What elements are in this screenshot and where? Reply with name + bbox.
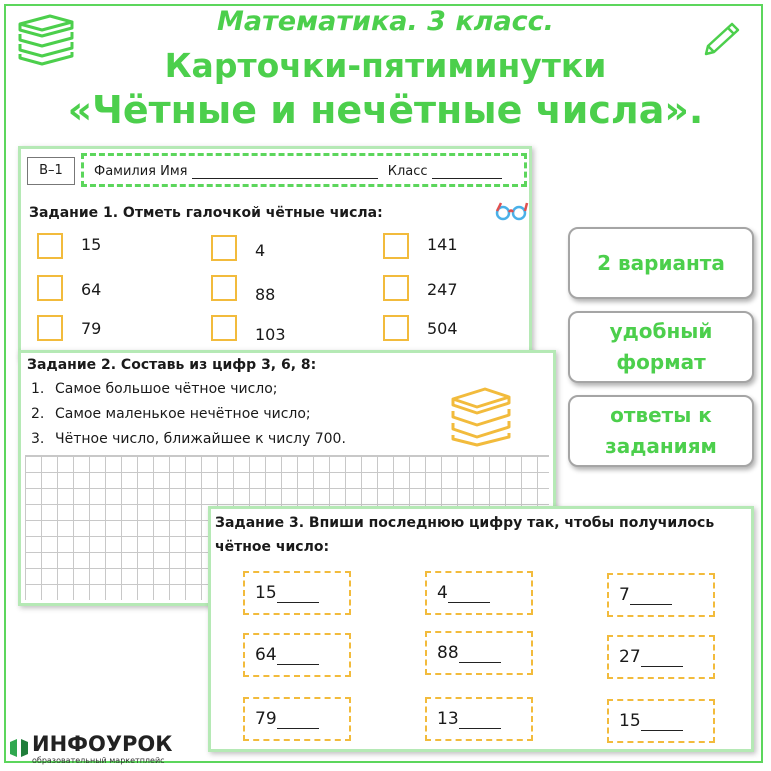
list-text: Чётное число, ближайшее к числу 700. <box>55 431 346 447</box>
fill-prefix: 79 <box>255 709 277 729</box>
pencil-icon <box>698 20 742 58</box>
list-item <box>31 381 346 406</box>
logo-tagline: образовательный маркетплейс <box>32 756 165 765</box>
fill-prefix: 15 <box>619 711 641 731</box>
name-blank[interactable] <box>192 164 378 179</box>
feature-answers[interactable] <box>568 395 754 467</box>
subtitle: Математика. 3 класс. <box>217 6 554 37</box>
check-number: 504 <box>427 319 458 338</box>
fill-prefix: 88 <box>437 643 459 663</box>
fill-blank[interactable] <box>448 586 490 603</box>
fill-box[interactable] <box>243 697 351 741</box>
list-text: Самое маленькое нечётное число; <box>55 406 311 422</box>
fill-box[interactable] <box>243 633 351 677</box>
page-title: Карточки-пятиминутки <box>164 46 607 85</box>
check-number: 141 <box>427 235 458 254</box>
topic-title: «Чётные и нечётные числа». <box>67 88 704 132</box>
check-number: 4 <box>255 241 266 260</box>
fill-blank[interactable] <box>277 648 319 665</box>
fill-blank[interactable] <box>641 714 683 731</box>
fill-prefix: 13 <box>437 709 459 729</box>
fill-box[interactable] <box>607 573 715 617</box>
fill-blank[interactable] <box>641 650 683 667</box>
checkbox[interactable] <box>37 275 63 301</box>
fill-blank[interactable] <box>277 586 319 603</box>
task1-title: Задание 1. Отметь галочкой чётные числа: <box>29 205 383 221</box>
fill-blank[interactable] <box>459 646 501 663</box>
checkbox[interactable] <box>37 315 63 341</box>
fill-box[interactable] <box>425 631 533 675</box>
fill-blank[interactable] <box>630 588 672 605</box>
check-number: 103 <box>255 325 286 344</box>
task2-title: Задание 2. Составь из цифр 3, 6, 8: <box>27 357 317 373</box>
checkbox[interactable] <box>37 233 63 259</box>
fill-prefix: 64 <box>255 645 277 665</box>
fill-blank[interactable] <box>459 712 501 729</box>
books-stack-icon <box>447 383 513 447</box>
feature-label: удобный формат <box>609 319 713 374</box>
check-number: 88 <box>255 285 276 304</box>
infourok-logo-icon <box>8 736 30 758</box>
checkbox[interactable] <box>383 233 409 259</box>
checkbox[interactable] <box>211 275 237 301</box>
list-number: 2. <box>31 406 45 422</box>
fill-box[interactable] <box>425 571 533 615</box>
fill-box[interactable] <box>243 571 351 615</box>
fill-prefix: 15 <box>255 583 277 603</box>
infourok-logo[interactable] <box>8 732 198 766</box>
feature-two-variants[interactable]: 2 варианта <box>568 227 754 299</box>
class-label: Класс <box>387 164 428 179</box>
name-label: Фамилия Имя <box>94 164 188 179</box>
feature-label: ответы к заданиям <box>605 403 717 458</box>
fill-blank[interactable] <box>277 712 319 729</box>
fill-box[interactable] <box>607 699 715 743</box>
list-item <box>31 431 346 456</box>
name-field-box <box>81 153 527 187</box>
list-number: 3. <box>31 431 45 447</box>
check-number: 247 <box>427 280 458 299</box>
task3-title-line1: Задание 3. Впиши последнюю цифру так, чтобы получилось <box>215 515 715 531</box>
task1-card <box>18 146 532 360</box>
fill-prefix: 4 <box>437 583 448 603</box>
fill-box[interactable] <box>607 635 715 679</box>
check-number: 64 <box>81 280 102 299</box>
check-number: 15 <box>81 235 102 254</box>
fill-prefix: 27 <box>619 647 641 667</box>
task3-title-line2: чётное число: <box>215 539 330 555</box>
checkbox[interactable] <box>211 235 237 261</box>
checkbox[interactable] <box>383 275 409 301</box>
check-number: 79 <box>81 319 102 338</box>
variant-label: В–1 <box>27 157 75 185</box>
class-blank[interactable] <box>432 164 502 179</box>
fill-box[interactable] <box>425 697 533 741</box>
list-number: 1. <box>31 381 45 397</box>
feature-convenient-format[interactable] <box>568 311 754 383</box>
logo-name: ИНФОУРОК <box>32 732 173 756</box>
fill-prefix: 7 <box>619 585 630 605</box>
task2-list <box>31 381 346 456</box>
list-text: Самое большое чётное число; <box>55 381 278 397</box>
checkbox[interactable] <box>211 315 237 341</box>
checkbox[interactable] <box>383 315 409 341</box>
task3-card <box>208 506 754 752</box>
glasses-icon <box>495 199 529 221</box>
list-item <box>31 406 346 431</box>
